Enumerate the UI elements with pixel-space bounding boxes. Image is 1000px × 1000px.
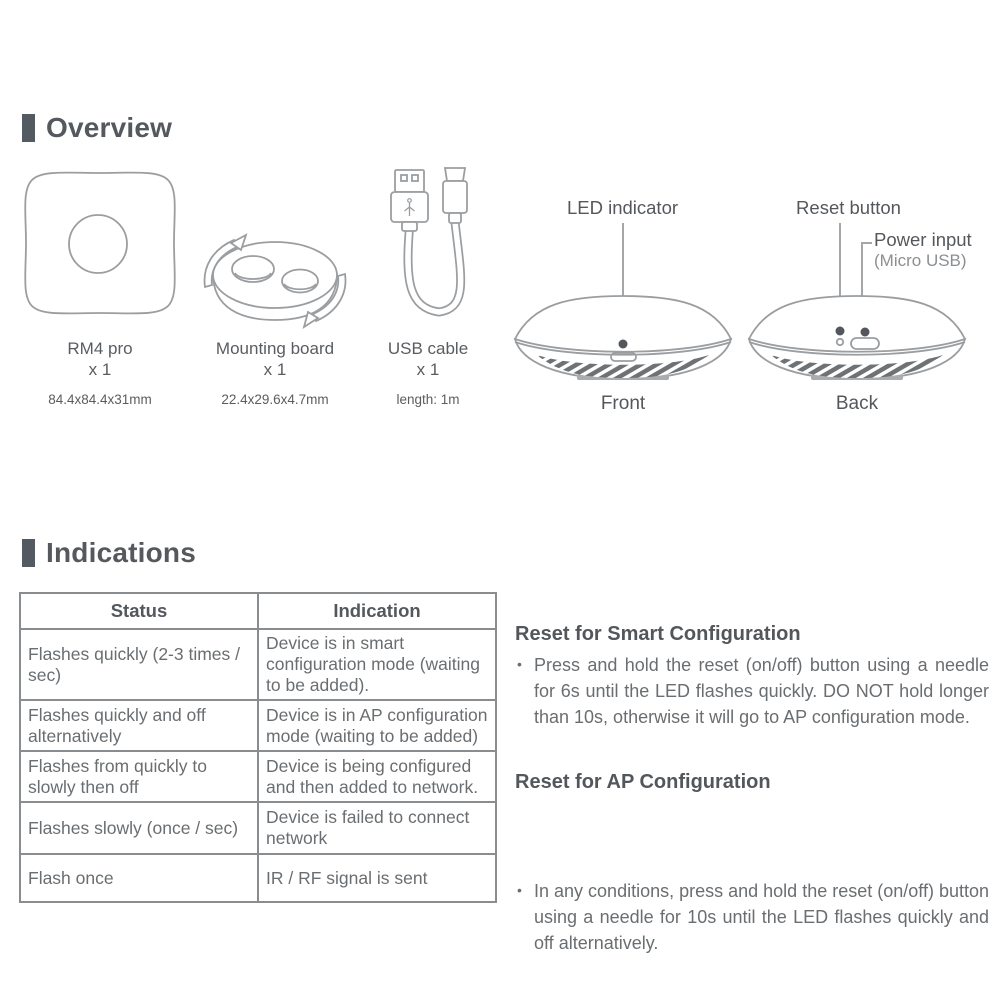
- product-qty: x 1: [263, 360, 287, 379]
- indication-cell: Device is in AP configuration mode (waiting to be added): [258, 700, 496, 751]
- leader-line-power-horizontal: [861, 242, 872, 244]
- overview-heading: Overview: [46, 112, 173, 143]
- indications-table-wrap: [19, 592, 497, 903]
- indications-table: [19, 592, 497, 903]
- reset-smart-config-body: Press and hold the reset (on/off) button using a needle for 6s until the LED flashes quickly. DO NOT hold longer than 10s, otherwise it will go to AP configuration mode.: [534, 655, 989, 727]
- reset-ap-config-text: [515, 878, 989, 956]
- power-input-line2: (Micro USB): [874, 251, 967, 270]
- section-bullet-square: [22, 539, 35, 567]
- device-front-illustration: [511, 289, 735, 387]
- indication-cell: Device is failed to connect network: [258, 802, 496, 854]
- indication-cell: IR / RF signal is sent: [258, 854, 496, 902]
- bullet-point: •: [517, 656, 522, 672]
- product-dimensions: 22.4x29.6x4.7mm: [221, 392, 329, 407]
- indications-heading: Indications: [46, 537, 196, 568]
- overview-section-header: [22, 112, 172, 144]
- table-header-status: Status: [20, 593, 258, 629]
- status-cell: Flashes slowly (once / sec): [20, 802, 258, 854]
- indication-cell: Device is being configured and then added to network.: [258, 751, 496, 802]
- reset-ap-config-title: Reset for AP Configuration: [515, 771, 771, 793]
- product-caption-cable: [366, 338, 490, 407]
- rm4-pro-illustration: [22, 168, 178, 318]
- reset-smart-config-text: [515, 652, 989, 730]
- status-cell: Flashes from quickly to slowly then off: [20, 751, 258, 802]
- product-caption-board: [186, 338, 364, 407]
- front-view-caption: Front: [600, 393, 646, 414]
- device-back-illustration: [745, 289, 969, 387]
- reset-ap-config-body: In any conditions, press and hold the reset (on/off) button using a needle for 10s until the LED flashes quickly and off alternatively.: [534, 881, 989, 953]
- usb-cable-illustration: [383, 156, 495, 334]
- bullet-point: •: [517, 882, 522, 898]
- table-row: [20, 802, 496, 854]
- reset-button-label: Reset button: [796, 197, 901, 218]
- table-row: [20, 751, 496, 802]
- table-row: [20, 854, 496, 902]
- mounting-board-illustration: [197, 228, 353, 334]
- status-cell: Flashes quickly (2-3 times / sec): [20, 629, 258, 700]
- table-header-indication: Indication: [258, 593, 496, 629]
- product-name: RM4 pro: [67, 339, 133, 358]
- power-input-line1: Power input: [874, 229, 972, 250]
- table-row: [20, 700, 496, 751]
- product-dimensions: 84.4x84.4x31mm: [48, 392, 152, 407]
- product-qty: x 1: [88, 360, 112, 379]
- section-bullet-square: [22, 114, 35, 142]
- indications-section-header: [22, 537, 196, 569]
- product-name: USB cable: [387, 339, 469, 358]
- indication-cell: Device is in smart configuration mode (waiting to be added).: [258, 629, 496, 700]
- power-input-label: [874, 229, 996, 271]
- reset-smart-config-title: Reset for Smart Configuration: [515, 623, 801, 645]
- led-indicator-label: LED indicator: [566, 197, 679, 218]
- product-caption-rm4: [18, 338, 182, 407]
- status-cell: Flash once: [20, 854, 258, 902]
- product-qty: x 1: [416, 360, 440, 379]
- status-cell: Flashes quickly and off alternatively: [20, 700, 258, 751]
- product-dimensions: length: 1m: [396, 392, 460, 407]
- table-row: [20, 629, 496, 700]
- table-header-row: [20, 593, 496, 629]
- back-view-caption: Back: [835, 393, 879, 414]
- product-name: Mounting board: [215, 339, 335, 358]
